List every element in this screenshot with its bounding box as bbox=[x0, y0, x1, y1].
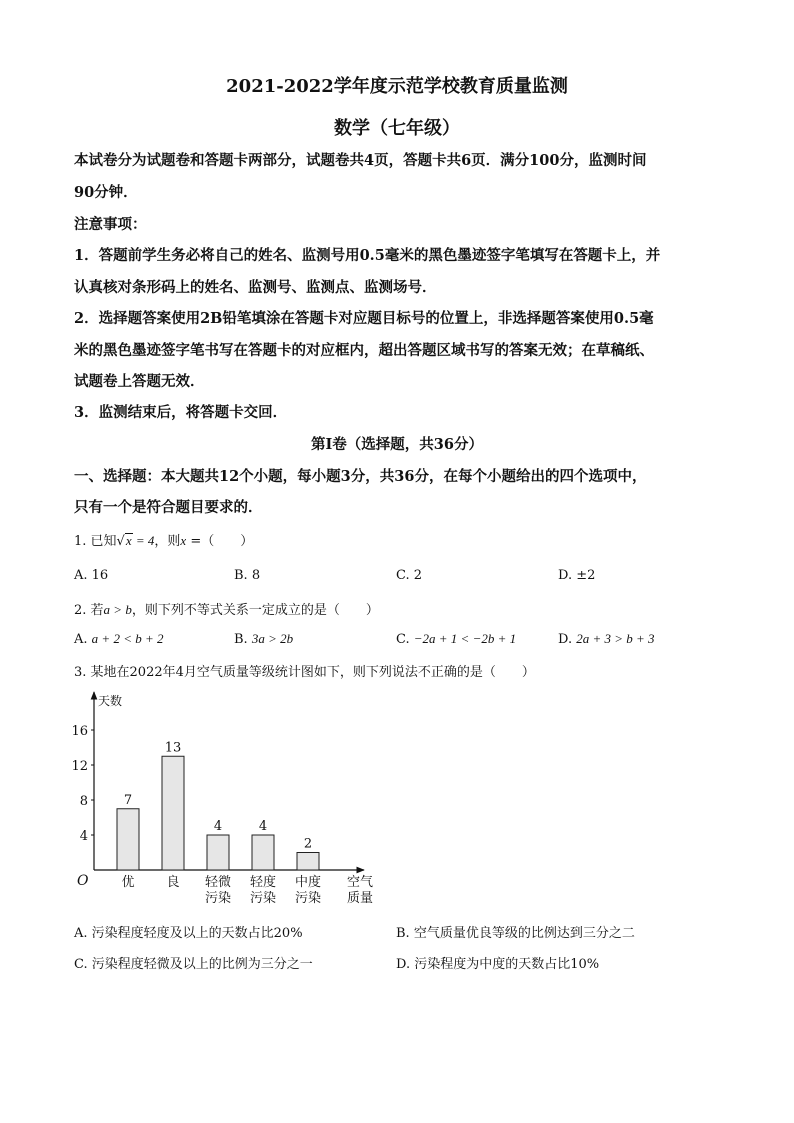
note-3: 3．监测结束后，将答题卡交回． bbox=[74, 404, 288, 421]
page-title: 2021-2022学年度示范学校教育质量监测 bbox=[226, 76, 568, 97]
q2-prefix: 2. 若 bbox=[74, 603, 104, 618]
question-3-stem: 3. 某地在2022年4月空气质量等级统计图如下，则下列说法不正确的是（ ） bbox=[74, 665, 535, 680]
q3-option-d: D. 污染程度为中度的天数占比10% bbox=[396, 957, 600, 972]
q2-suffix: ，则下列不等式关系一定成立的是（ ） bbox=[131, 603, 379, 618]
question-2-stem bbox=[74, 599, 379, 618]
bar-4 bbox=[252, 835, 274, 870]
q1-variable: x bbox=[180, 533, 187, 548]
bar-1 bbox=[117, 809, 139, 870]
note-1-line-2: 认真核对条形码上的姓名、监测号、监测点、监测场号． bbox=[74, 279, 437, 296]
q2-option-a: A. a + 2 < b + 2 bbox=[74, 631, 164, 647]
intro-line-1: 本试卷分为试题卷和答题卡两部分，试题卷共4页，答题卡共6页．满分100分，监测时间 bbox=[74, 152, 647, 169]
x-category-label-5-line-1: 中度 bbox=[294, 875, 322, 890]
bar-value-label-5: 2 bbox=[303, 836, 313, 852]
page-subtitle: 数学（七年级） bbox=[334, 118, 460, 139]
y-tick-label-8: 8 bbox=[79, 794, 88, 809]
bar-5 bbox=[297, 853, 319, 871]
q3-option-b: B. 空气质量优良等级的比例达到三分之二 bbox=[396, 926, 635, 941]
q1-equation: = 4 bbox=[132, 533, 155, 548]
note-2-line-2: 米的黑色墨迹签字笔书写在答题卡的对应框内，超出答题区域书写的答案无效；在草稿纸、 bbox=[74, 342, 654, 359]
notes-heading: 注意事项： bbox=[74, 216, 147, 233]
bar-value-label-3: 4 bbox=[213, 819, 223, 834]
x-category-label-5-line-2: 污染 bbox=[294, 891, 322, 906]
x-axis-label-line-1: 空气 bbox=[346, 875, 374, 890]
y-axis-label: 天数 bbox=[98, 694, 123, 708]
q2-option-b: B. 3a > 2b bbox=[234, 631, 294, 647]
x-category-label-1: 优 bbox=[121, 875, 135, 890]
bar-2 bbox=[162, 756, 184, 870]
y-tick-label-12: 12 bbox=[71, 759, 88, 774]
x-category-label-4-line-1: 轻度 bbox=[249, 875, 277, 890]
x-category-label-4-line-2: 污染 bbox=[249, 891, 277, 906]
q1-prefix: 1. 已知 bbox=[74, 534, 117, 549]
note-2-line-3: 试题卷上答题无效． bbox=[74, 373, 205, 390]
q1-option-b: B. 8 bbox=[234, 568, 261, 583]
bar-value-label-4: 4 bbox=[258, 819, 268, 834]
x-axis-label-line-2: 质量 bbox=[346, 891, 374, 906]
q1-option-d: D. ±2 bbox=[558, 568, 596, 583]
sqrt-expression bbox=[117, 533, 133, 549]
section-desc-line-1: 一、选择题：本大题共12个小题，每小题3分，共36分，在每个小题给出的四个选项中， bbox=[74, 468, 647, 485]
bar-value-label-2: 13 bbox=[164, 740, 182, 756]
origin-label: O bbox=[77, 873, 89, 889]
question-1-stem bbox=[74, 530, 253, 549]
q1-option-a: A. 16 bbox=[74, 568, 109, 583]
q2-option-c: C. −2a + 1 < −2b + 1 bbox=[396, 631, 517, 647]
q2-option-d: D. 2a + 3 > b + 3 bbox=[558, 631, 655, 647]
x-category-label-2: 良 bbox=[166, 875, 180, 890]
q3-option-a: A. 污染程度轻度及以上的天数占比20% bbox=[74, 926, 303, 941]
radical-sign-icon: √ bbox=[116, 534, 125, 549]
x-category-label-3-line-2: 污染 bbox=[204, 891, 232, 906]
section-title: 第Ⅰ卷（选择题，共36分） bbox=[311, 436, 483, 453]
bar-3 bbox=[207, 835, 229, 870]
q2-condition: a > b bbox=[103, 602, 132, 617]
q1-radicand: x bbox=[125, 533, 132, 548]
section-desc-line-2: 只有一个是符合题目要求的． bbox=[74, 499, 263, 516]
q3-option-c: C. 污染程度轻微及以上的比例为三分之一 bbox=[74, 957, 313, 972]
intro-line-2: 90分钟． bbox=[74, 184, 138, 201]
note-1-line-1: 1．答题前学生务必将自己的姓名、监测号用0.5毫米的黑色墨迹签字笔填写在答题卡上，并 bbox=[74, 247, 661, 264]
q1-mid: ，则 bbox=[154, 534, 181, 549]
q1-suffix: =（ ） bbox=[186, 534, 254, 549]
y-tick-label-4: 4 bbox=[79, 829, 88, 844]
note-2-line-1: 2．选择题答案使用2B铅笔填涂在答题卡对应题目标号的位置上，非选择题答案使用0.5毫 bbox=[74, 310, 654, 327]
y-tick-label-16: 16 bbox=[71, 724, 88, 739]
x-category-label-3-line-1: 轻微 bbox=[204, 875, 232, 890]
q1-option-c: C. 2 bbox=[396, 568, 423, 583]
bar-value-label-1: 7 bbox=[123, 792, 133, 808]
